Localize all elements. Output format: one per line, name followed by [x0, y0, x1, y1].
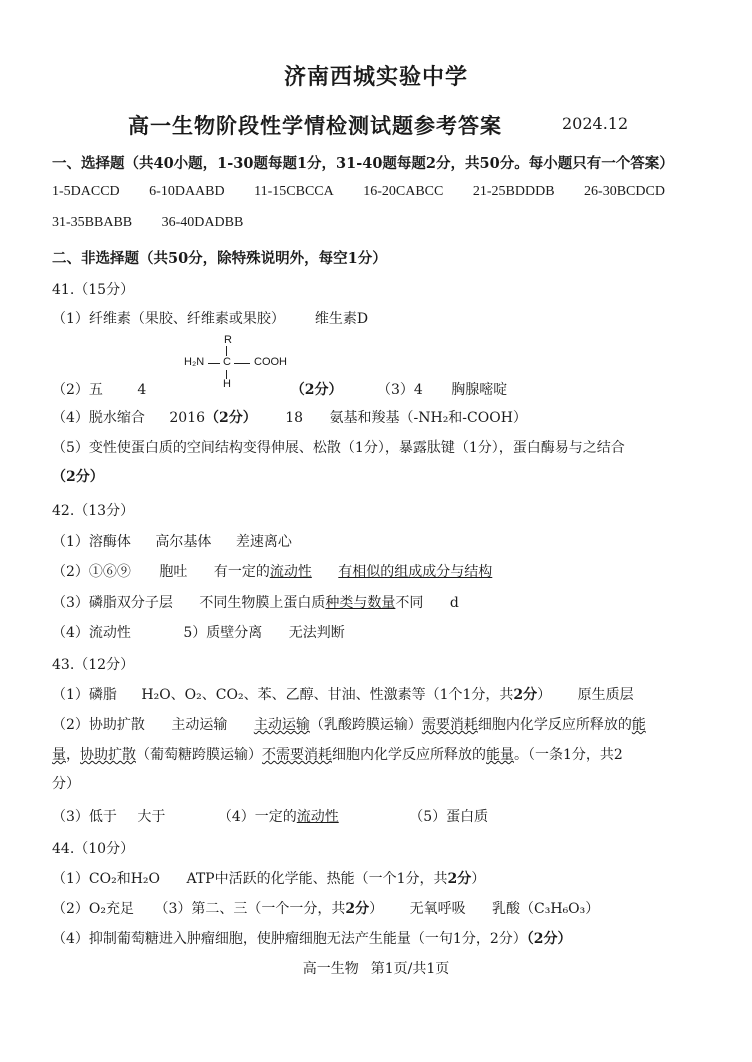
q43-title: 43.（12分） [52, 657, 135, 673]
mc-answers-row1 [52, 184, 665, 200]
q41-line3: （4）脱水缩合 2016（2分） 18 氨基和羧基（-NH₂和-COOH） [52, 410, 527, 426]
page-footer [0, 958, 752, 978]
q42-title: 42.（13分） [52, 503, 135, 519]
amino-acid-structure: R H₂N C COOH H [184, 334, 287, 390]
q41-line2: （2）五 4 （2分） （3）4 胸腺嘧啶 [52, 382, 508, 398]
q42-line3: （3）磷脂双分子层 不同生物膜上蛋白质种类与数量不同 d [52, 595, 459, 611]
q43-line3: 量，协助扩散（葡萄糖跨膜运输）不需要消耗细胞内化学反应所释放的能量。（一条1分，共2 [52, 747, 623, 763]
q41-title: 41.（15分） [52, 282, 135, 298]
q42-line2: （2）①⑥⑨ 胞吐 有一定的流动性 有相似的组成成分与结构 [52, 564, 493, 580]
mc-answer-group: 31-35BBABB [52, 215, 133, 230]
mc-answer-group: 11-15CBCCA [254, 184, 334, 199]
mc-answer-group: 1-5DACCD [52, 184, 120, 199]
footer-subject: 高一生物 [302, 961, 359, 977]
q44-line2: （2）O₂充足 （3）第二、三（一个一分，共2分） 无氧呼吸 乳酸（C₃H₆O₃） [52, 901, 600, 917]
mc-answer-group: 16-20CABCC [363, 184, 444, 199]
document-title: 高一生物阶段性学情检测试题参考答案 [128, 114, 502, 138]
document-date: 2024.12 [562, 114, 629, 133]
part2-heading: 二、非选择题（共50分，除特殊说明外，每空1分） [52, 250, 387, 267]
q41-line4-score: （2分） [52, 469, 104, 485]
mc-answer-group: 21-25BDDDB [472, 184, 555, 199]
mc-answer-group: 6-10DAABD [149, 184, 225, 199]
q42-line4: （4）流动性 5）质壁分离 无法判断 [52, 625, 345, 641]
mc-answer-group: 36-40DADBB [161, 215, 244, 230]
q44-line1: （1）CO₂和H₂O ATP中活跃的化学能、热能（一个1分，共2分） [52, 871, 486, 887]
q43-line5: （3）低于 大于 （4）一定的流动性 （5）蛋白质 [52, 809, 489, 825]
footer-page-number: 第1页/共1页 [370, 961, 450, 977]
q41-line4: （5）变性使蛋白质的空间结构变得伸展、松散（1分），暴露肽键（1分），蛋白酶易与之结合 [52, 440, 625, 456]
school-name: 济南西城实验中学 [283, 65, 468, 90]
q44-line3: （4）抑制葡萄糖进入肿瘤细胞，使肿瘤细胞无法产生能量（一句1分，2分）（2分） [52, 931, 572, 947]
q44-title: 44.（10分） [52, 841, 135, 857]
q43-line4: 分） [52, 776, 80, 792]
q43-line1: （1）磷脂 H₂O、O₂、CO₂、苯、乙醇、甘油、性激素等（1个1分，共2分） 原生质层 [52, 687, 634, 703]
part1-heading: 一、选择题（共40小题，1-30题每题1分，31-40题每题2分，共50分。每小题只有一个答案） [52, 155, 674, 172]
mc-answers-row2 [52, 215, 243, 231]
mc-answer-group: 26-30BCDCD [584, 184, 665, 199]
q43-line2: （2）协助扩散 主动运输 主动运输（乳酸跨膜运输）需要消耗细胞内化学反应所释放的能 [52, 717, 646, 733]
q42-line1: （1）溶酶体 高尔基体 差速离心 [52, 534, 292, 550]
q41-line1: （1）纤维素（果胶、纤维素或果胶） 维生素D [52, 311, 369, 327]
